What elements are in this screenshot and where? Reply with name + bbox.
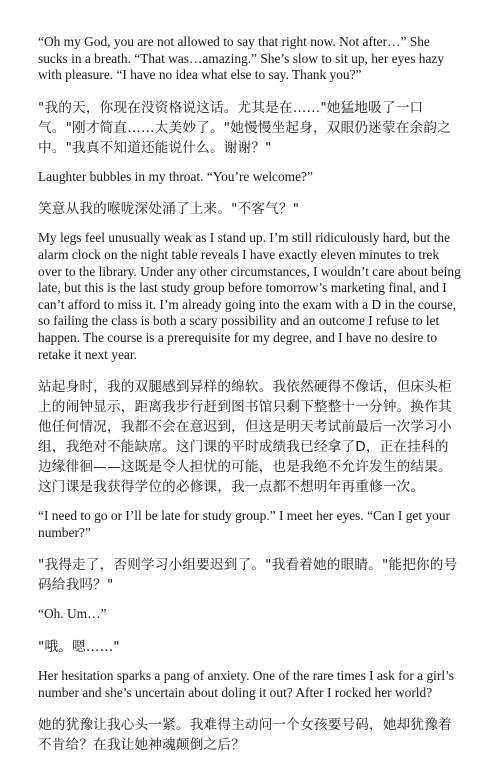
paragraph-zh-6: 她的犹豫让我心头一紧。我难得主动问一个女孩要号码，她却犹豫着不肯给？在我让她神魂颠倒之后？ [38,717,452,754]
paragraph-zh-2: 笑意从我的喉咙深处涌了上来。"不客气？" [38,201,300,218]
paragraph-zh-1: "我的天，你现在没资格说这话。尤其是在……"她猛地吸了一口气。"刚才简直……太美妙了。"她慢慢坐起身，双眼仍迷蒙在余韵之中。"我真不知道还能说什么。谢谢？" [38,99,451,156]
paragraph-en-6: Her hesitation sparks a pang of anxiety. One of the rare times I ask for a girl’s number and she’s uncertain about doling it out? After I rocked her world? [38,667,454,700]
paragraph-en-4: “I need to go or I’ll be late for study group.” I meet her eyes. “Can I get your number?” [38,508,450,540]
paragraph-en-1: “Oh my God, you are not allowed to say that right now. Not after…” She sucks in a breath. “That was…amazing.” She’s slow to sit up, her eyes hazy with pleasure. “I have no idea what else to say. Thank you?” [38,34,445,83]
document-page [38,34,462,766]
paragraph-en-5: “Oh. Um…” [38,606,107,622]
paragraph-en-3: My legs feel unusually weak as I stand up. I’m still ridiculously hard, but the alarm clock on the night table reveals I have exactly eleven minutes to trek over to the library. Under any other circumstances, I wouldn’t care about being late, but this is the last study group before tomorrow’s marketing final, and I can’t afford to miss it. I’m already going into the exam with a D in the course, so failing the class is both a scary possibility and an outcome I refuse to let happen. The course is a prerequisite for my degree, and I have no desire to retake it next year. [38,230,461,362]
paragraph-zh-4: "我得走了，否则学习小组要迟到了。"我看着她的眼睛。"能把你的号码给我吗？" [38,557,458,594]
paragraph-zh-5: "哦。嗯……" [38,638,120,655]
paragraph-en-2: Laughter bubbles in my throat. “You’re welcome?” [38,168,313,184]
paragraph-zh-3: 站起身时，我的双腿感到异样的绵软。我依然硬得不像话，但床头柜上的闹钟显示，距离我步行赶到图书馆只剩下整整十一分钟。换作其他任何情况，我都不会在意迟到，但这是明天考试前最后一次学习小组，我绝对不能缺席。这门课的平时成绩我已经拿了D，正在挂科的边缘徘徊——这既是令人担忧的可能，也是我绝不允许发生的结果。这门课是我获得学位的必修课，我一点都不想明年再重修一次。 [38,379,452,496]
